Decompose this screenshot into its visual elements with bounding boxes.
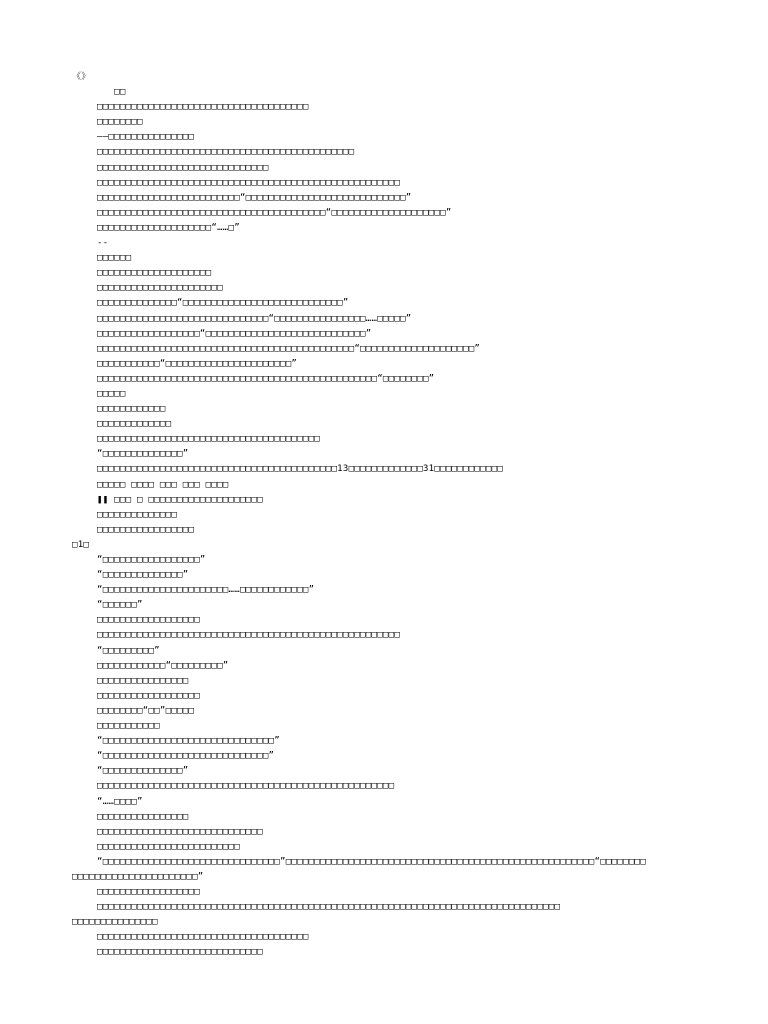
text-line: “……□□□□” [97, 796, 143, 807]
text-line: □□□□□□□□□□□□□□□□□□□□□□□□□□□□□ [97, 947, 263, 958]
text-line: □□□□□□□□□□□□□□□□□□□□□□□□□□□□□□□□□□□□□□□□□□□□□ [97, 147, 355, 158]
text-line: □□□□□□□□“□□”□□□□□ [97, 705, 195, 716]
text-line: □□□□□□□□□□□□□□□□□□□□□□□□□□□□□□□□□□□□□□□□□□□□□□□□□□□□□ [97, 177, 401, 188]
text-line: □□□□□□□□□□□□□□ [97, 509, 178, 520]
text-line: □□□□□□□□□□□□□□□□□□□□□□□□□□□□□□□□□□□□□□□□□□□□□□□□□“□□□□□□□□” [97, 373, 435, 384]
text-line: □□□□□□□□ [97, 117, 143, 128]
text-line: □□□□□□□□□□□□□□□□□□ [97, 690, 200, 701]
text-line: “□□□□□□□□□□□□□□□□□” [97, 555, 206, 565]
text-line: □□□□□□□□□□□□□□□ [72, 917, 158, 928]
text-line: “□□□□□□□□□” [97, 645, 160, 656]
text-line: □□□□□□□□□□□□□□□□ [97, 675, 189, 686]
text-line: □□□□□□□□□□□□□□□□□□□□□□□□□“□□□□□□□□□□□□□□□□□□□□□□□□□□□□” [97, 192, 412, 203]
text-line: □□□□□□□□□□□□□□“□□□□□□□□□□□□□□□□□□□□□□□□□□□□” [97, 298, 349, 309]
text-line: □□□□□□□□□□□□□□□□□□□□□□” [72, 871, 204, 882]
text-line: “□□□□□□□□□□□□□□□□□□□□□□……□□□□□□□□□□□□” [97, 585, 315, 596]
text-line: ——□□□□□□□□□□□□□□□ [97, 132, 195, 143]
text-line: ❚❚ □□□ □ □□□□□□□□□□□□□□□□□□□□ [97, 494, 263, 505]
text-line: □□ [97, 87, 126, 98]
text-line: □□□□□□□□□□□□□□□□□□□□□□□□□□□□□□□□□□□□□ [97, 102, 309, 113]
text-line: “□□□□□□□□□□□□□□” [97, 449, 189, 460]
text-line: □□□□□□□□□□□□□□□□□□□□□□□□□□□□□□□□□□□□□□□□□□□□□□□□□□□□ [97, 781, 395, 792]
text-line: □□□□□□□□□□□□“□□□□□□□□□” [97, 660, 229, 671]
text-line: □□□□□□□□□□□□□□□□□□□□□□□□□□□□□□□□□□□□□□□□□□□□□“□□□□□□□□□□□□□□□□□□□□” [97, 343, 481, 354]
text-line: □□□□□□□□□□□□□□□□□□□□□□ [97, 283, 223, 294]
text-line: □□□□□ □□□□ □□□ □□□ □□□□ [97, 479, 229, 490]
text-line: □□□□□□□□□□□□□ [97, 419, 172, 430]
text-line: “□□□□□□□□□□□□□□□□□□□□□□□□□□□□□” [97, 751, 275, 762]
text-line: □□□□□□□□□□□□□□□□□□□□□□□□□□□□□□□□□□□□□□□ [97, 434, 321, 445]
text-line: □□□□□□□□□□□□□□□□□□□□□□□□□□□□□□□□□□□□□ [97, 932, 309, 943]
text-line: □□□□□□□□□□□□□□□□□□□□□□□□□□□□□□ [97, 162, 269, 173]
text-line: “□□□□□□□□□□□□□□□□□□□□□□□□□□□□□□” [97, 736, 280, 747]
text-line: □1□ [72, 539, 90, 550]
text-line: 《》 [72, 72, 91, 82]
text-line: □□□□□□□□□□□□□□□□□□□□□□□□□□□□□□“□□□□□□□□□□□□□□□□……□□□□□” [97, 313, 412, 324]
text-line: -- [97, 238, 109, 249]
text-line: □□□□□□ [97, 253, 132, 264]
text-line: □□□□□□□□□□□□□□□□□□□□□□□□□□□□□□□□□□□□□□□□□□□□□□□□□□□□□□□□□□□□□□□□□□□□□□□□□□□□□□□□□ [97, 902, 561, 913]
text-line: □□□□□□□□□□□□□□□□□ [97, 524, 195, 535]
text-line: □□□□□□□□□□□□ [97, 404, 166, 415]
text-line: □□□□□□□□□□□□□□□□□□ [97, 887, 200, 898]
text-line: □□□□□□□□□□□□□□□□□□□□□□□□□□□□□ [97, 826, 263, 837]
text-line: □□□□□□□□□□□□□□□□□□□□□□□□□□□□□□□□□□□□□□□□□□13□□□□□□□□□□□□□31□□□□□□□□□□□□ [97, 464, 504, 475]
text-line: “□□□□□□□□□□□□□□” [97, 766, 189, 777]
document-body [72, 70, 702, 961]
text-line: □□□□□□□□□□□□□□□□ [97, 811, 189, 822]
text-line: □□□□□□□□□□□“□□□□□□□□□□□□□□□□□□□□□□” [97, 358, 298, 369]
text-line: □□□□□ [97, 388, 126, 399]
text-line: “□□□□□□□□□□□□□□” [97, 570, 189, 581]
text-line: □□□□□□□□□□□□□□□□□□“□□□□□□□□□□□□□□□□□□□□□□□□□□□□” [97, 328, 372, 339]
text-line: □□□□□□□□□□□□□□□□□□□□□□□□□ [97, 841, 240, 852]
text-line: “□□□□□□□□□□□□□□□□□□□□□□□□□□□□□□□”□□□□□□□□□□□□□□□□□□□□□□□□□□□□□□□□□□□□□□□□□□□□□□□□□□□□□□“□□□□□□□□ [97, 856, 646, 867]
text-line: “□□□□□□” [97, 600, 143, 611]
text-line: □□□□□□□□□□□□□□□□□□□□□□□□□□□□□□□□□□□□□□□□□□□□□□□□□□□□□ [97, 630, 401, 641]
text-line: □□□□□□□□□□□□□□□□□□□□“……□” [97, 222, 240, 233]
text-line: □□□□□□□□□□□□□□□□□□□□ [97, 268, 212, 279]
text-line: □□□□□□□□□□□□□□□□□□□□□□□□□□□□□□□□□□□□□□□□“□□□□□□□□□□□□□□□□□□□□” [97, 207, 452, 218]
text-line: □□□□□□□□□□□ [97, 721, 160, 732]
text-line: □□□□□□□□□□□□□□□□□□ [97, 615, 200, 626]
